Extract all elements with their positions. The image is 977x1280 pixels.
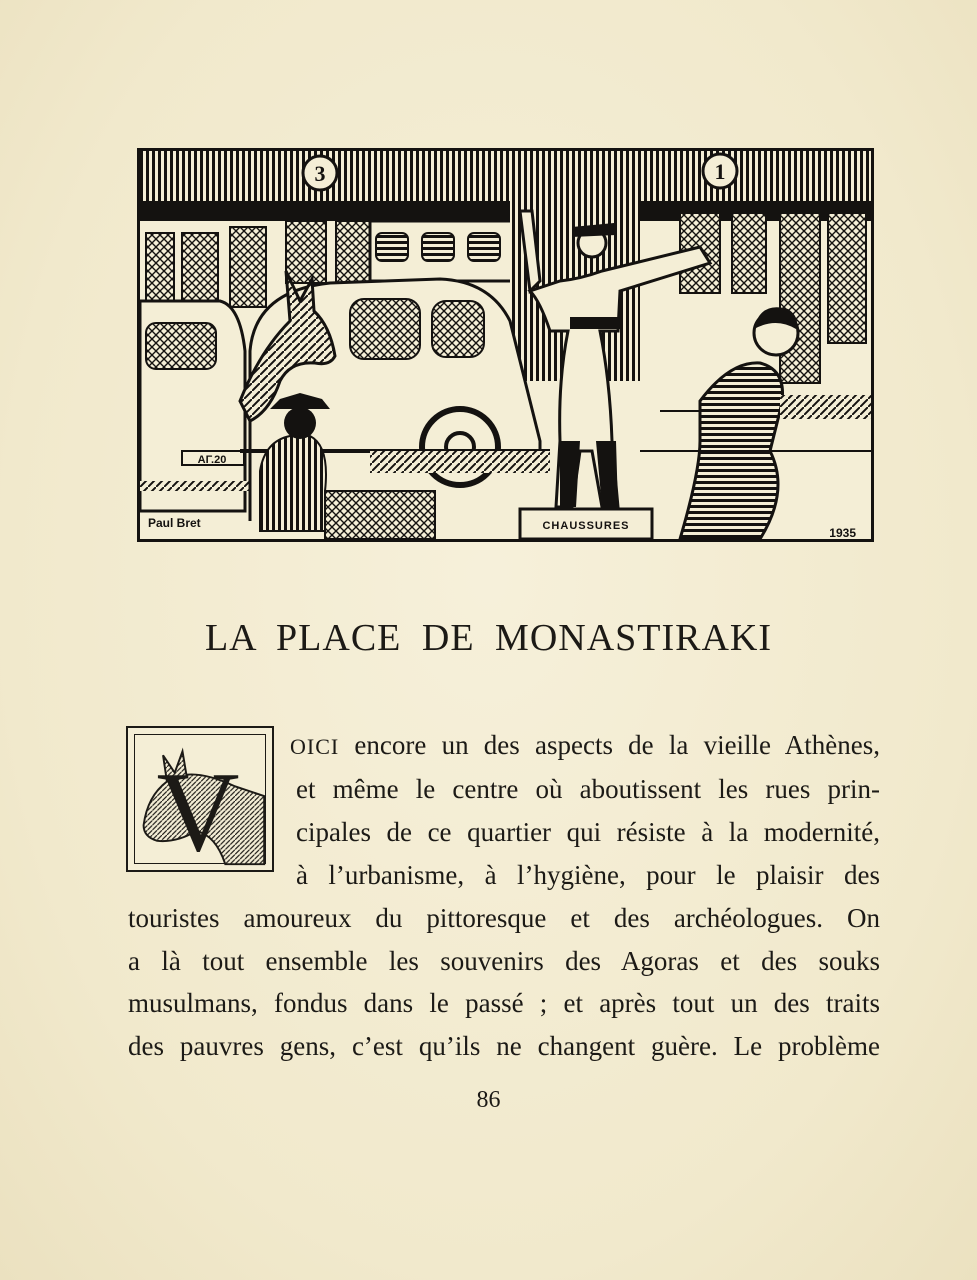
first-word-smallcaps: OICI [290,734,340,759]
license-plate: ΑΓ.20 [197,454,227,466]
body-line-5: touristes amoureux du pittoresque et des archéologues. On [128,903,880,933]
chapter-title: LA PLACE DE MONASTIRAKI [204,617,773,659]
page-number: 86 [476,1087,501,1113]
drop-cap-letter: V [156,748,240,870]
artist-signature: Paul Bret [148,516,201,530]
illustration-date: 1935 [829,526,856,539]
body-line-3: cipales de ce quartier qui résiste à la modernité, [296,817,880,847]
donkey-icon [128,728,272,870]
drop-cap [126,726,274,872]
pedestal-text: CHAUSSURES [542,520,630,532]
body-line-6: a là tout ensemble les souvenirs des Agoras et des souks [128,946,880,976]
body-line-2: et même le centre où aboutissent les rues prin- [296,774,880,804]
body-line-1 [290,729,880,763]
body-line-1-text: encore un des aspects de la vieille Athènes, [339,730,880,760]
sign-number-3: 3 [314,161,326,186]
woodcut-street-scene-icon [137,148,874,542]
sign-number-1: 1 [714,159,726,184]
body-line-7: musulmans, fondus dans le passé ; et après tout un des traits [128,988,880,1018]
body-line-8: des pauvres gens, c’est qu’ils ne changent guère. Le problème [128,1031,880,1061]
body-line-4: à l’urbanisme, à l’hygiène, pour le plaisir des [296,860,880,890]
